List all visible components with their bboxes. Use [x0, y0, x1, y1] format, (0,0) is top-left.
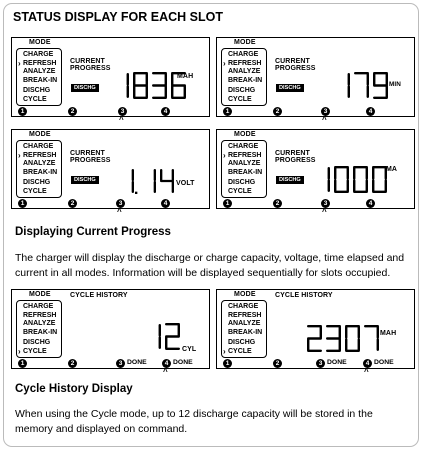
mode-title: MODE — [234, 131, 256, 138]
lcd-readout — [335, 72, 387, 99]
selected-chevron-icon: › — [223, 59, 226, 68]
progress-label: PROGRESS — [70, 157, 111, 164]
mode-item-refresh: REFRESH — [23, 152, 57, 159]
section-text-cycle: When using the Cycle mode, up to 12 discharge capacity will be stored in the memory and displayed on command. — [15, 408, 373, 435]
mode-item-break-in: BREAK-IN — [23, 329, 58, 336]
cycle-history-label: CYCLE HISTORY — [70, 292, 128, 299]
lcd-digit — [365, 326, 378, 350]
mode-item-refresh: REFRESH — [228, 312, 262, 319]
mode-item-break-in: BREAK-IN — [228, 77, 263, 84]
current-label: CURRENT — [275, 58, 310, 65]
dischg-badge: DISCHG — [71, 176, 99, 184]
current-label: CURRENT — [275, 150, 310, 157]
lcd-panel-cycle-capacity — [216, 289, 415, 376]
mode-item-cycle: CYCLE — [23, 348, 47, 355]
unit-label: MIN — [389, 81, 402, 88]
mode-item-break-in: BREAK-IN — [228, 169, 263, 176]
mode-item-dischg: DISCHG — [228, 339, 256, 346]
lcd-digit — [373, 167, 386, 192]
unit-label: MA — [386, 166, 398, 173]
current-label: CURRENT — [70, 58, 105, 65]
section-heading-progress: Displaying Current Progress — [15, 226, 171, 238]
lcd-digit — [308, 326, 321, 351]
mode-item-analyze: ANALYZE — [23, 320, 56, 327]
mode-title: MODE — [29, 291, 51, 298]
lcd-digit — [335, 167, 348, 192]
mode-item-cycle: CYCLE — [228, 188, 252, 195]
slot-2-icon: 2 — [68, 359, 77, 368]
slot-4-done-label: DONE — [374, 359, 394, 366]
mode-item-cycle: CYCLE — [228, 96, 252, 103]
mode-item-charge: CHARGE — [228, 51, 259, 58]
section-heading-cycle: Cycle History Display — [15, 383, 133, 395]
slot-3-icon: 3 — [118, 107, 127, 116]
lcd-readout — [114, 72, 184, 99]
mode-item-charge: CHARGE — [23, 143, 54, 150]
mode-item-break-in: BREAK-IN — [228, 329, 263, 336]
mode-item-analyze: ANALYZE — [228, 160, 261, 167]
mode-item-analyze: ANALYZE — [23, 68, 56, 75]
slot-3-icon: 3 — [321, 199, 330, 208]
mode-item-refresh: REFRESH — [23, 60, 57, 67]
lcd-digit — [327, 326, 340, 351]
mode-menu — [221, 48, 267, 106]
mode-title: MODE — [29, 39, 51, 46]
lcd-readout — [146, 323, 180, 350]
progress-label: PROGRESS — [70, 65, 111, 72]
slot-4-icon: 4 — [366, 107, 375, 116]
slot-3-icon: 3 — [316, 359, 325, 368]
lcd-digit — [346, 326, 359, 351]
slot-3-done-label: DONE — [327, 359, 347, 366]
caret-up-icon: ^ — [364, 367, 369, 376]
mode-item-charge: CHARGE — [23, 51, 54, 58]
dischg-badge: DISCHG — [276, 84, 304, 92]
slot-4-done-label: DONE — [173, 359, 193, 366]
lcd-digit — [166, 324, 179, 349]
slot-3-icon: 3 — [116, 359, 125, 368]
mode-item-cycle: CYCLE — [228, 348, 252, 355]
mode-item-analyze: ANALYZE — [228, 320, 261, 327]
mode-item-dischg: DISCHG — [23, 339, 51, 346]
mode-item-charge: CHARGE — [228, 303, 259, 310]
mode-item-cycle: CYCLE — [23, 96, 47, 103]
slot-4-icon: 4 — [363, 359, 372, 368]
mode-item-break-in: BREAK-IN — [23, 169, 58, 176]
unit-label: VOLT — [176, 180, 195, 187]
mode-item-cycle: CYCLE — [23, 188, 47, 195]
selected-chevron-icon: › — [223, 151, 226, 160]
slot-1-icon: 1 — [223, 199, 232, 208]
slot-2-icon: 2 — [273, 359, 282, 368]
slot-1-icon: 1 — [223, 359, 232, 368]
mode-menu — [16, 48, 62, 106]
lcd-digit — [374, 73, 387, 98]
mode-item-analyze: ANALYZE — [228, 68, 261, 75]
mode-item-analyze: ANALYZE — [23, 160, 56, 167]
lcd-panel-cycle-count — [11, 289, 210, 376]
lcd-digit — [354, 167, 367, 192]
cycle-history-label: CYCLE HISTORY — [275, 292, 333, 299]
selected-chevron-icon: › — [18, 347, 21, 356]
lcd-panel-volt — [11, 129, 210, 216]
section-text-progress: The charger will display the discharge or charge capacity, voltage, time elapsed and current in all modes. Information will be displayed sequentially for slots occupied. — [15, 252, 405, 279]
lcd-readout — [307, 325, 379, 352]
caret-up-icon: ^ — [163, 367, 168, 376]
selected-chevron-icon: › — [18, 151, 21, 160]
unit-label: MAH — [380, 330, 397, 337]
caret-up-icon: ^ — [322, 115, 327, 124]
mode-title: MODE — [234, 39, 256, 46]
mode-item-dischg: DISCHG — [228, 87, 256, 94]
mode-item-break-in: BREAK-IN — [23, 77, 58, 84]
page-title: STATUS DISPLAY FOR EACH SLOT — [13, 10, 223, 24]
mode-menu — [16, 140, 62, 198]
selected-chevron-icon: › — [18, 59, 21, 68]
mode-item-dischg: DISCHG — [23, 87, 51, 94]
lcd-panel-mah — [11, 37, 210, 124]
lcd-digit — [134, 73, 147, 98]
slot-2-icon: 2 — [273, 107, 282, 116]
mode-menu — [221, 300, 267, 358]
caret-up-icon: ^ — [117, 207, 122, 216]
lcd-panel-ma — [216, 129, 415, 216]
slot-4-icon: 4 — [162, 359, 171, 368]
dischg-badge: DISCHG — [276, 176, 304, 184]
slot-1-icon: 1 — [18, 359, 27, 368]
mode-item-refresh: REFRESH — [228, 60, 262, 67]
slot-3-done-label: DONE — [127, 359, 147, 366]
lcd-readout — [315, 166, 383, 193]
slot-2-icon: 2 — [273, 199, 282, 208]
dischg-badge: DISCHG — [71, 84, 99, 92]
mode-item-dischg: DISCHG — [228, 179, 256, 186]
unit-label: CYL — [182, 346, 197, 353]
mode-title: MODE — [234, 291, 256, 298]
slot-3-icon: 3 — [321, 107, 330, 116]
mode-menu — [16, 300, 62, 358]
slot-1-icon: 1 — [18, 107, 27, 116]
slot-2-icon: 2 — [68, 199, 77, 208]
mode-item-dischg: DISCHG — [23, 179, 51, 186]
caret-up-icon: ^ — [322, 207, 327, 216]
mode-item-refresh: REFRESH — [228, 152, 262, 159]
lcd-readout — [120, 168, 178, 194]
progress-label: PROGRESS — [275, 65, 316, 72]
selected-chevron-icon: › — [223, 347, 226, 356]
slot-4-icon: 4 — [161, 107, 170, 116]
caret-up-icon: ^ — [119, 115, 124, 124]
slot-1-icon: 1 — [18, 199, 27, 208]
progress-label: PROGRESS — [275, 157, 316, 164]
current-label: CURRENT — [70, 150, 105, 157]
lcd-panel-min — [216, 37, 415, 124]
slot-1-icon: 1 — [223, 107, 232, 116]
slot-4-icon: 4 — [366, 199, 375, 208]
lcd-digit — [355, 73, 368, 97]
slot-4-icon: 4 — [161, 199, 170, 208]
lcd-digit — [161, 170, 173, 192]
slot-2-icon: 2 — [68, 107, 77, 116]
mode-item-charge: CHARGE — [228, 143, 259, 150]
unit-label: MAH — [177, 73, 194, 80]
mode-item-charge: CHARGE — [23, 303, 54, 310]
lcd-digit — [153, 73, 166, 98]
mode-title: MODE — [29, 131, 51, 138]
lcd-decimal-point — [135, 192, 137, 194]
slot-3-icon: 3 — [116, 199, 125, 208]
mode-item-refresh: REFRESH — [23, 312, 57, 319]
mode-menu — [221, 140, 267, 198]
